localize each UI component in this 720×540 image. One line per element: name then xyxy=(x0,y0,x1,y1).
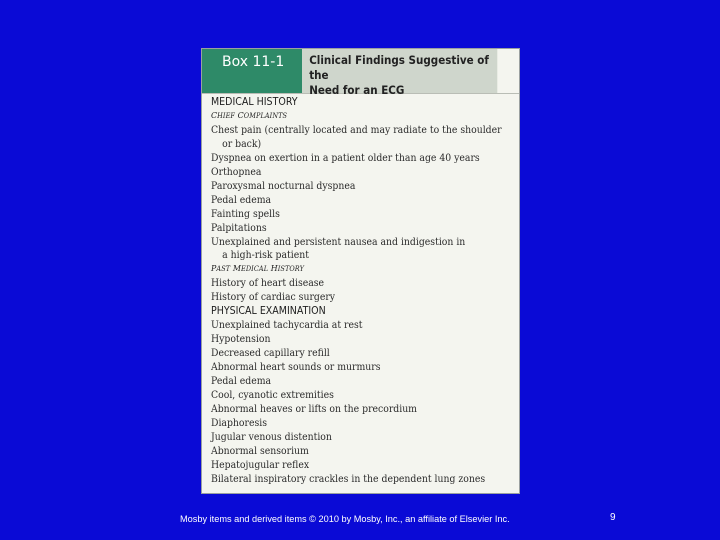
subsection-heading-chief-complaints: CHIEF COMPLAINTS xyxy=(211,110,288,121)
list-item: Diaphoresis xyxy=(211,417,267,429)
box-body xyxy=(202,94,519,487)
page-number: 9 xyxy=(610,512,616,523)
section-heading-medical-history: MEDICAL HISTORY xyxy=(211,97,298,108)
list-item: Bilateral inspiratory crackles in the dependent lung zones xyxy=(211,473,486,485)
list-item: Abnormal heart sounds or murmurs xyxy=(211,362,381,374)
list-item: Palpitations xyxy=(211,222,267,234)
list-item: Abnormal sensorium xyxy=(211,445,309,457)
copyright-footer: Mosby items and derived items © 2010 by Mosby, Inc., an affiliate of Elsevier Inc. xyxy=(180,514,510,524)
list-item: Chest pain (centrally located and may radiate to the shoulder xyxy=(211,124,502,136)
clinical-findings-box xyxy=(201,48,520,494)
list-item: Abnormal heaves or lifts on the precordium xyxy=(211,403,418,415)
list-item: History of heart disease xyxy=(211,278,325,290)
subsection-heading-past-medical-history: PAST MEDICAL HISTORY xyxy=(211,264,304,275)
list-item: Hepatojugular reflex xyxy=(211,459,310,471)
section-heading-physical-examination: PHYSICAL EXAMINATION xyxy=(211,306,326,318)
list-item: Paroxysmal nocturnal dyspnea xyxy=(211,180,356,192)
list-item: Hypotension xyxy=(211,334,271,346)
list-item: Fainting spells xyxy=(211,208,280,220)
list-item: Pedal edema xyxy=(211,194,272,206)
list-item-continuation: a high-risk patient xyxy=(222,250,309,262)
list-item: History of cardiac surgery xyxy=(211,292,336,304)
box-header xyxy=(202,49,519,97)
list-item: Decreased capillary refill xyxy=(211,348,330,360)
list-item: Dyspnea on exertion in a patient older than age 40 years xyxy=(211,152,480,164)
box-title: Clinical Findings Suggestive of the Need for an ECG xyxy=(302,49,497,93)
list-item: Pedal edema xyxy=(211,376,272,388)
box-number: Box 11-1 xyxy=(202,49,302,93)
list-item: Cool, cyanotic extremities xyxy=(211,390,334,402)
list-item: Jugular venous distention xyxy=(211,431,332,443)
list-item: Orthopnea xyxy=(211,166,262,178)
list-item: Unexplained and persistent nausea and indigestion in xyxy=(211,236,466,248)
list-item: Unexplained tachycardia at rest xyxy=(211,320,363,332)
list-item-continuation: or back) xyxy=(222,138,262,150)
